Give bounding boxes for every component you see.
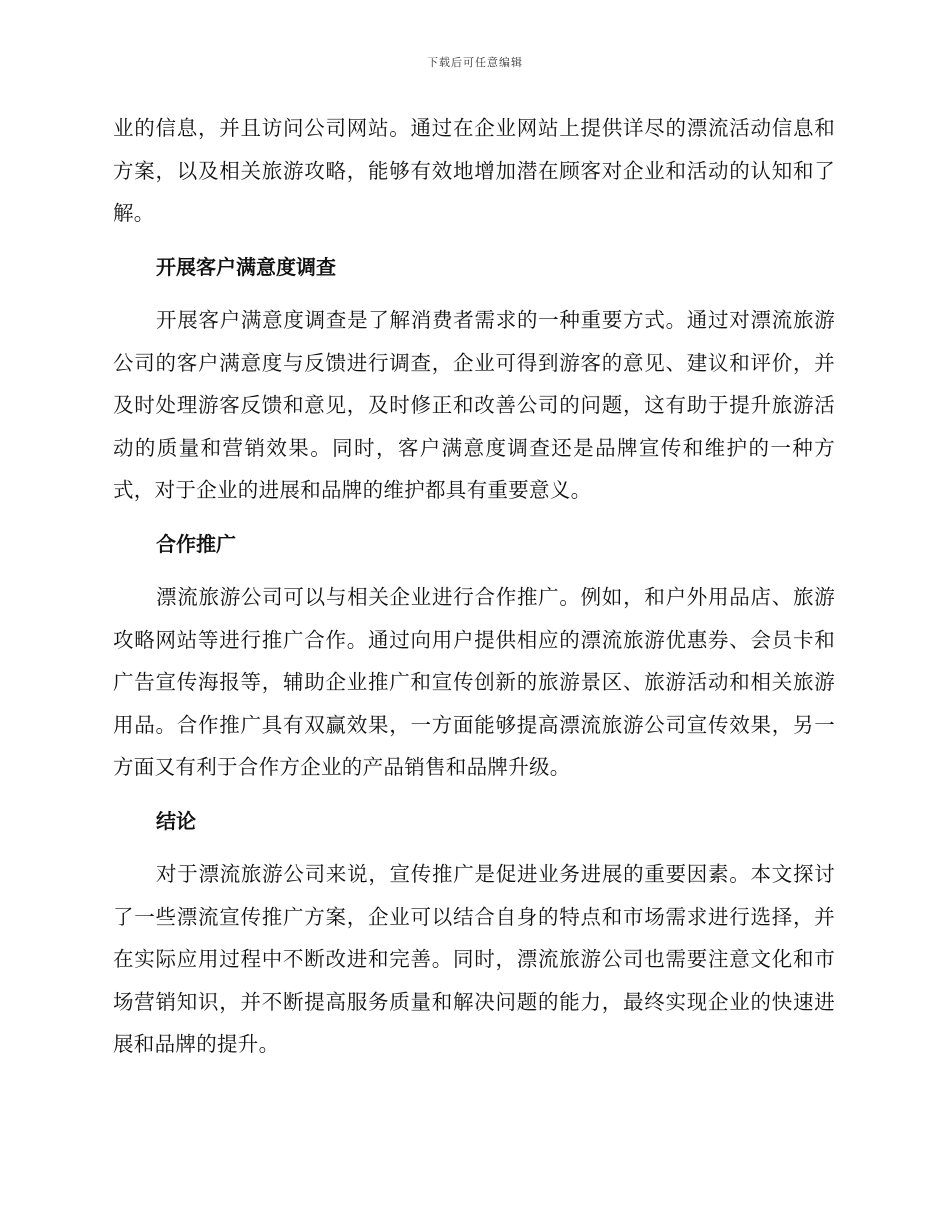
conclusion-heading: 结论 [156,808,196,833]
page-header: 下载后可任意编辑 [427,56,523,69]
intro-continuation-paragraph: 业的信息，并且访问公司网站。通过在企业网站上提供详尽的漂流活动信息和方案，以及相关旅游攻略，能够有效地增加潜在顾客对企业和活动的认知和了解。 [113,116,835,225]
survey-paragraph: 开展客户满意度调查是了解消费者需求的一种重要方式。通过对漂流旅游公司的客户满意度与反馈进行调查，企业可得到游客的意见、建议和评价，并及时处理游客反馈和意见，及时修正和改善公司的问题，这有助于提升旅游活动的质量和营销效果。同时，客户满意度调查还是品牌宣传和维护的一种方式，对于企业的进展和品牌的维护都具有重要意义。 [113,308,835,502]
conclusion-paragraph: 对于漂流旅游公司来说，宣传推广是促进业务进展的重要因素。本文探讨了一些漂流宣传推广方案，企业可以结合自身的特点和市场需求进行选择，并在实际应用过程中不断改进和完善。同时，漂流旅游公司也需要注意文化和市场营销知识，并不断提高服务质量和解决问题的能力，最终实现企业的快速进展和品牌的提升。 [113,862,835,1056]
cooperation-paragraph: 漂流旅游公司可以与相关企业进行合作推广。例如，和户外用品店、旅游攻略网站等进行推广合作。通过向用户提供相应的漂流旅游优惠券、会员卡和广告宣传海报等，辅助企业推广和宣传创新的旅游景区、旅游活动和相关旅游用品。合作推广具有双赢效果，一方面能够提高漂流旅游公司宣传效果，另一方面又有利于合作方企业的产品销售和品牌升级。 [113,585,835,779]
document-body [113,107,835,1066]
cooperation-heading: 合作推广 [156,531,236,556]
survey-heading: 开展客户满意度调查 [156,254,336,279]
